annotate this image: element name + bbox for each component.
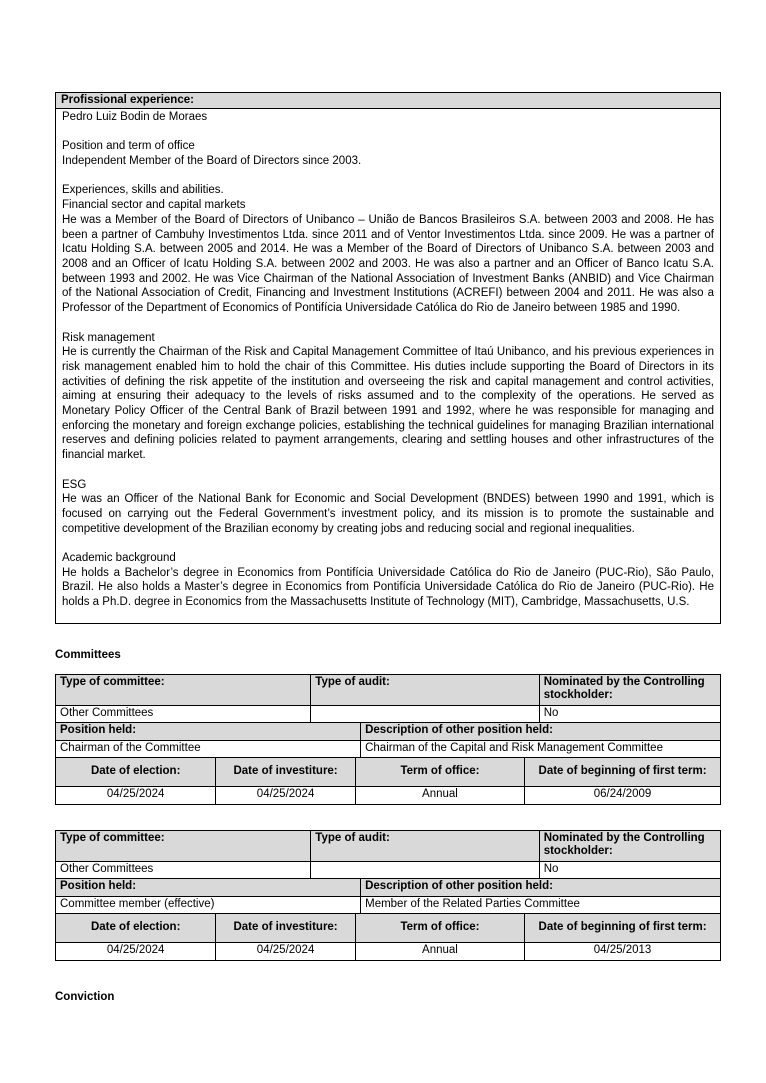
table-row xyxy=(56,896,720,914)
experience-section-academic xyxy=(62,551,714,610)
value-type-of-committee: Other Committees xyxy=(60,706,154,719)
table-row xyxy=(56,786,720,804)
header-type-of-committee: Type of committee: xyxy=(56,831,310,861)
value-date-of-investiture: 04/25/2024 xyxy=(215,943,354,960)
section-text: Independent Member of the Board of Directors since 2003. xyxy=(62,155,362,168)
table-row xyxy=(56,705,720,723)
experience-section-position xyxy=(62,139,714,168)
value-nominated: No xyxy=(539,862,720,879)
header-date-of-election: Date of election: xyxy=(56,758,215,786)
header-nominated: Nominated by the Controlling stockholder: xyxy=(539,831,720,861)
header-date-of-investiture: Date of investiture: xyxy=(215,914,354,942)
table-row xyxy=(56,740,720,758)
value-date-of-beginning: 04/25/2013 xyxy=(524,943,720,960)
value-position-held: Chairman of the Committee xyxy=(60,741,201,754)
value-type-of-audit xyxy=(310,706,538,723)
table-row xyxy=(56,757,720,786)
committee-table-2 xyxy=(55,830,721,961)
table-row xyxy=(56,942,720,960)
experience-section-name xyxy=(62,110,714,125)
header-position-held: Position held: xyxy=(56,879,360,896)
header-date-of-beginning: Date of beginning of first term: xyxy=(524,914,720,942)
table-row xyxy=(56,913,720,942)
section-title: ESG xyxy=(62,478,87,491)
header-nominated: Nominated by the Controlling stockholder: xyxy=(539,675,720,705)
header-term-of-office: Term of office: xyxy=(355,914,524,942)
section-text: He was an Officer of the National Bank for Economic and Social Development (BNDES) between 1990 and 1991, which is focused on carrying out the Federal Government’s investment policy, and its mission is to promote the sustainable and competitive development of the Brazilian economy by creating jobs and reducing social and regional inequalities. xyxy=(62,493,714,535)
value-term-of-office: Annual xyxy=(355,787,524,804)
experience-section-risk xyxy=(62,331,714,463)
header-type-of-committee: Type of committee: xyxy=(56,675,310,705)
section-title: Academic background xyxy=(62,552,176,565)
header-date-of-election: Date of election: xyxy=(56,914,215,942)
table-row xyxy=(56,675,720,705)
header-type-of-audit: Type of audit: xyxy=(310,675,538,705)
experience-body xyxy=(56,109,720,623)
experience-section-esg xyxy=(62,478,714,537)
value-term-of-office: Annual xyxy=(355,943,524,960)
section-text: He is currently the Chairman of the Risk and Capital Management Committee of Itaú Unibanco, and his previous experiences in risk management enabled him to hold the chair of this Committee. His duties include supporting the Board of Directors in its activities of defining the risk appetite of the institution and overseeing the risk and capital management and control activities, aiming at ensuring their adequacy to the levels of risks assumed and to the complexity of the operations. He served as Monetary Policy Officer of the Central Bank of Brazil between 1991 and 1992, where he was responsible for managing and enforcing the monetary and foreign exchange policies, establishing the technical guidelines for managing Brazilian international reserves and defining policies related to payment arrangements, clearing and settling houses and other infrastructures of the financial market. xyxy=(62,346,714,462)
section-title: Position and term of office xyxy=(62,140,195,153)
header-type-of-audit: Type of audit: xyxy=(310,831,538,861)
value-date-of-investiture: 04/25/2024 xyxy=(215,787,354,804)
header-date-of-investiture: Date of investiture: xyxy=(215,758,354,786)
conviction-heading: Conviction xyxy=(55,990,115,1003)
table-row xyxy=(56,831,720,861)
section-text: He was a Member of the Board of Directors of Unibanco – União de Bancos Brasileiros S.A. between 2003 and 2008. He has been a partner of Cambuhy Investimentos Ltda. since 2011 and of Ventor Investimentos Ltda. since 2009. He was a partner of Icatu Holding S.A. between 2005 and 2014. He was a Member of the Board of Directors of Unibanco S.A. between 2003 and 2008 and an Officer of Icatu Holding S.A. between 2002 and 2003. He was also a partner and an Officer of Banco Icatu S.A. between 1993 and 2002. He was Vice Chairman of the National Association of Investment Banks (ANBID) and Vice Chairman of the National Association of Credit, Financing and Investment Institutions (ACREFI) between 2004 and 2011. He was also a Professor of the Department of Economics of Pontifícia Universidade Católica do Rio de Janeiro between 1985 and 1990. xyxy=(62,213,714,315)
value-date-of-election: 04/25/2024 xyxy=(106,788,165,801)
section-subtitle: Financial sector and capital markets xyxy=(62,199,246,212)
person-name: Pedro Luiz Bodin de Moraes xyxy=(62,111,208,123)
committee-table-1 xyxy=(55,674,721,805)
value-position-held: Committee member (effective) xyxy=(60,897,215,910)
value-description: Chairman of the Capital and Risk Management Committee xyxy=(360,741,720,758)
value-date-of-beginning: 06/24/2009 xyxy=(524,787,720,804)
section-text: He holds a Bachelor’s degree in Economics from Pontifícia Universidade Católica do Rio de Janeiro (PUC-Rio), São Paulo, Brazil. He also holds a Master’s degree in Economics from Pontifícia Universidade Católica do Rio de Janeiro (PUC-Rio). He holds a Ph.D. degree in Economics from the Massachusetts Institute of Technology (MIT), Cambridge, Massachusetts, U.S. xyxy=(62,566,714,609)
header-description: Description of other position held: xyxy=(360,879,720,896)
value-type-of-audit xyxy=(310,862,538,879)
header-date-of-beginning: Date of beginning of first term: xyxy=(524,758,720,786)
value-type-of-committee: Other Committees xyxy=(60,862,154,875)
experience-header: Profissional experience: xyxy=(56,93,720,109)
value-date-of-election: 04/25/2024 xyxy=(106,944,165,957)
professional-experience-box xyxy=(55,92,721,624)
table-row xyxy=(56,861,720,879)
experience-section-financial xyxy=(62,183,714,315)
header-term-of-office: Term of office: xyxy=(355,758,524,786)
value-description: Member of the Related Parties Committee xyxy=(360,897,720,914)
header-description: Description of other position held: xyxy=(360,723,720,740)
value-nominated: No xyxy=(539,706,720,723)
table-row xyxy=(56,722,720,740)
committees-heading: Committees xyxy=(55,648,121,661)
table-row xyxy=(56,878,720,896)
section-title: Experiences, skills and abilities. xyxy=(62,184,224,197)
section-title: Risk management xyxy=(62,331,155,344)
header-position-held: Position held: xyxy=(56,723,360,740)
